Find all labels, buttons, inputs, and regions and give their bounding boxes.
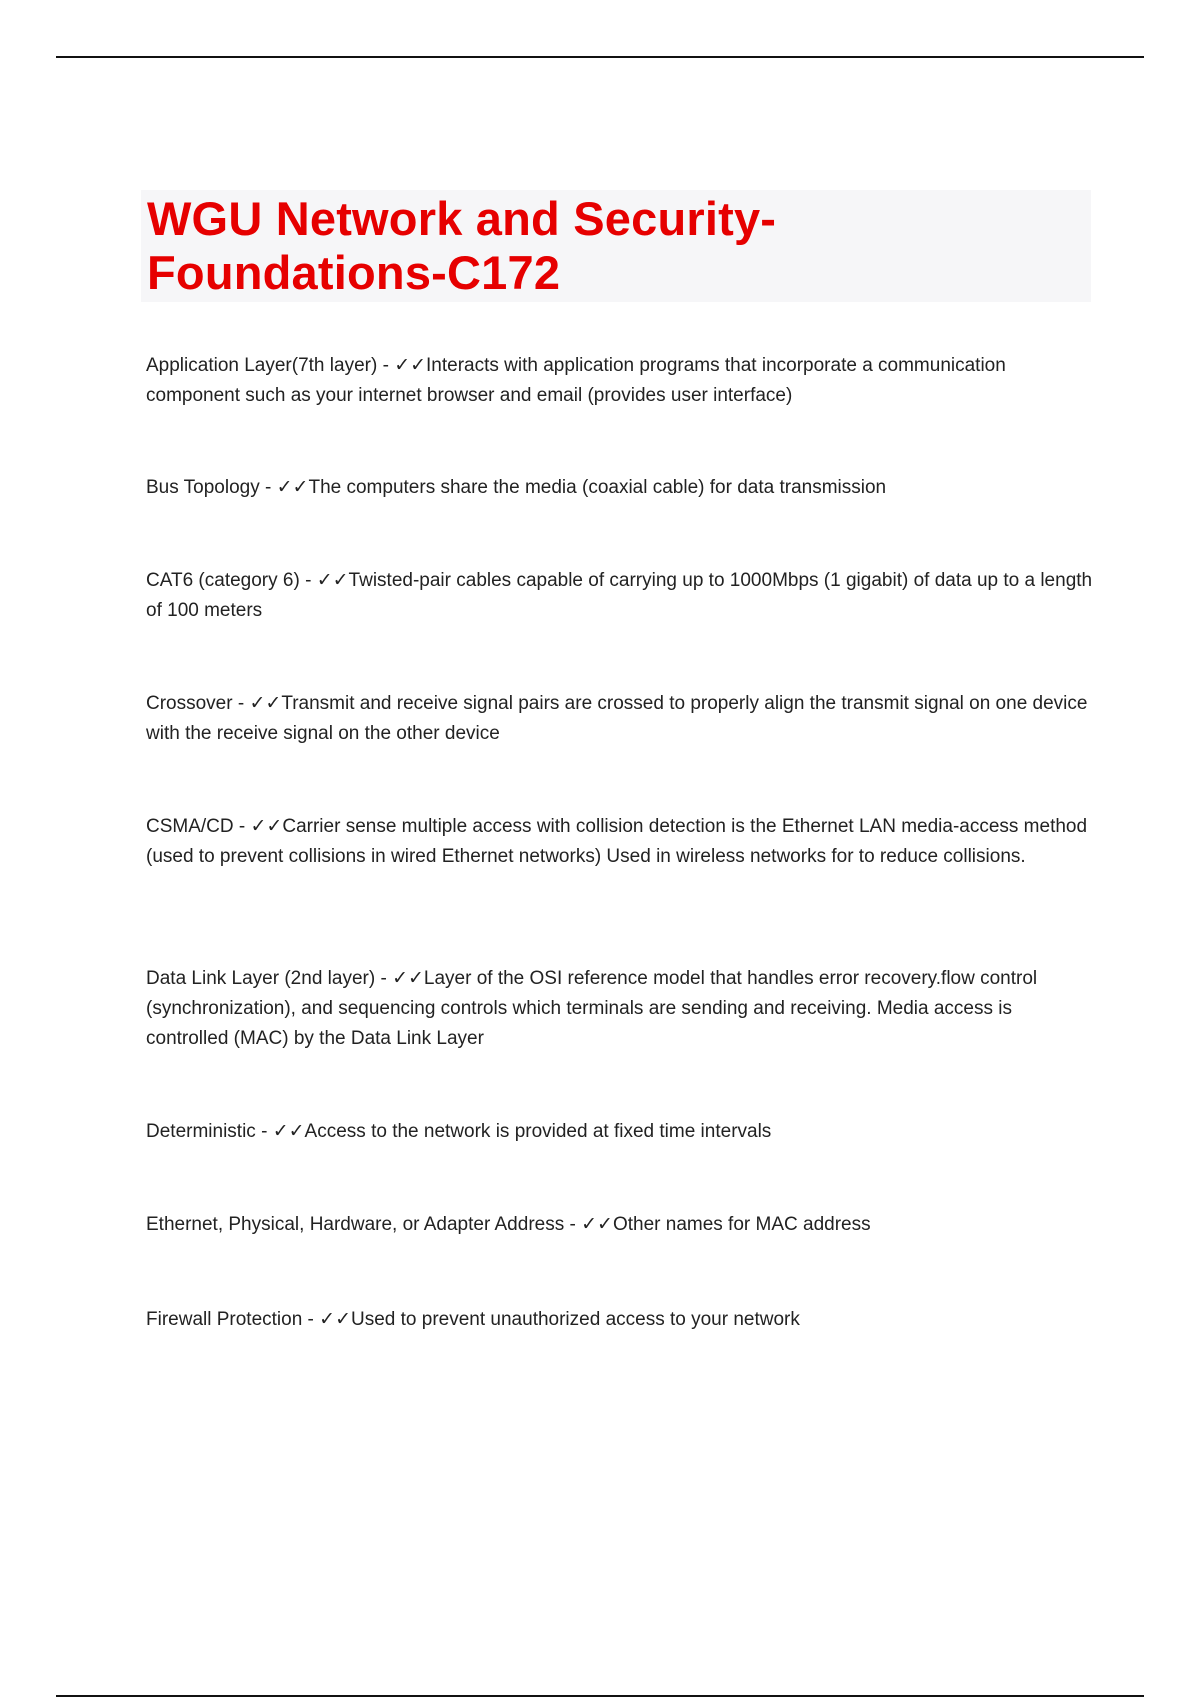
list-item: Application Layer(7th layer) - ✓✓Interacts with application programs that incorporate a communication component such as your internet browser and email (provides user interface) [146, 354, 1006, 406]
term: CAT6 (category 6) [146, 570, 300, 591]
term: Bus Topology [146, 477, 260, 498]
term: Crossover [146, 693, 233, 714]
document-title [147, 192, 1085, 300]
title-line-2: Foundations-C172 [147, 246, 561, 299]
list-item: Data Link Layer (2nd layer) - ✓✓Layer of the OSI reference model that handles error recovery.flow control (synchronization), and sequencing controls which terminals are sending and receiving. Media access is controlled (MAC) by the Data Link Layer [146, 967, 1038, 1049]
term: Deterministic [146, 1121, 256, 1142]
top-rule [56, 56, 1144, 58]
check-icon: ✓✓ [319, 1308, 352, 1330]
bottom-rule [56, 1695, 1144, 1697]
check-icon: ✓✓ [249, 692, 282, 714]
term: Ethernet, Physical, Hardware, or Adapter Address [146, 1214, 565, 1235]
check-icon: ✓✓ [250, 815, 283, 837]
check-icon: ✓✓ [581, 1213, 613, 1235]
list-item: Deterministic - ✓✓Access to the network is provided at fixed time intervals [146, 1120, 772, 1142]
check-icon: ✓✓ [394, 354, 427, 376]
title-block [141, 190, 1091, 302]
definition: Access to the network is provided at fixed time intervals [304, 1121, 772, 1142]
check-icon: ✓✓ [276, 476, 309, 498]
definition: Twisted-pair cables capable of carrying up to 1000Mbps (1 gigabit) of data up to a length of 100 meters [146, 570, 1093, 621]
term: Application Layer(7th layer) [146, 355, 378, 376]
list-item: CSMA/CD - ✓✓Carrier sense multiple access with collision detection is the Ethernet LAN media-access method (used to prevent collisions in wired Ethernet networks) Used in wireless networks for to reduce collisions. [146, 815, 1088, 867]
list-item: Crossover - ✓✓Transmit and receive signal pairs are crossed to properly align the transmit signal on one device with the receive signal on the other device [146, 692, 1088, 744]
definition: Used to prevent unauthorized access to your network [351, 1309, 800, 1330]
check-icon: ✓✓ [316, 569, 349, 591]
definition: Other names for MAC address [612, 1214, 871, 1235]
list-item: Bus Topology - ✓✓The computers share the media (coaxial cable) for data transmission [146, 476, 887, 498]
list-item: CAT6 (category 6) - ✓✓Twisted-pair cables capable of carrying up to 1000Mbps (1 gigabit) of data up to a length of 100 meters [146, 569, 1093, 621]
term: Data Link Layer (2nd layer) [146, 968, 376, 989]
list-item: Ethernet, Physical, Hardware, or Adapter Address - ✓✓Other names for MAC address [146, 1213, 871, 1235]
definition: Layer of the OSI reference model that handles error recovery.flow control (synchronization), and sequencing controls which terminals are sending and receiving. Media access is controlled (MAC) by the Data Link Layer [146, 968, 1038, 1049]
definition: Carrier sense multiple access with collision detection is the Ethernet LAN media-access method (used to prevent collisions in wired Ethernet networks) Used in wireless networks for to reduce collisions. [146, 816, 1088, 867]
definition: Transmit and receive signal pairs are crossed to properly align the transmit signal on one device with the receive signal on the other device [146, 693, 1088, 744]
list-item: Firewall Protection - ✓✓Used to prevent unauthorized access to your network [146, 1308, 800, 1330]
definition: The computers share the media (coaxial cable) for data transmission [308, 477, 887, 498]
term: CSMA/CD [146, 816, 234, 837]
term: Firewall Protection [146, 1309, 303, 1330]
check-icon: ✓✓ [392, 967, 424, 989]
title-line-1: WGU Network and Security- [147, 192, 777, 245]
check-icon: ✓✓ [272, 1120, 305, 1142]
definition: Interacts with application programs that incorporate a communication component such as your internet browser and email (provides user interface) [146, 355, 1006, 406]
